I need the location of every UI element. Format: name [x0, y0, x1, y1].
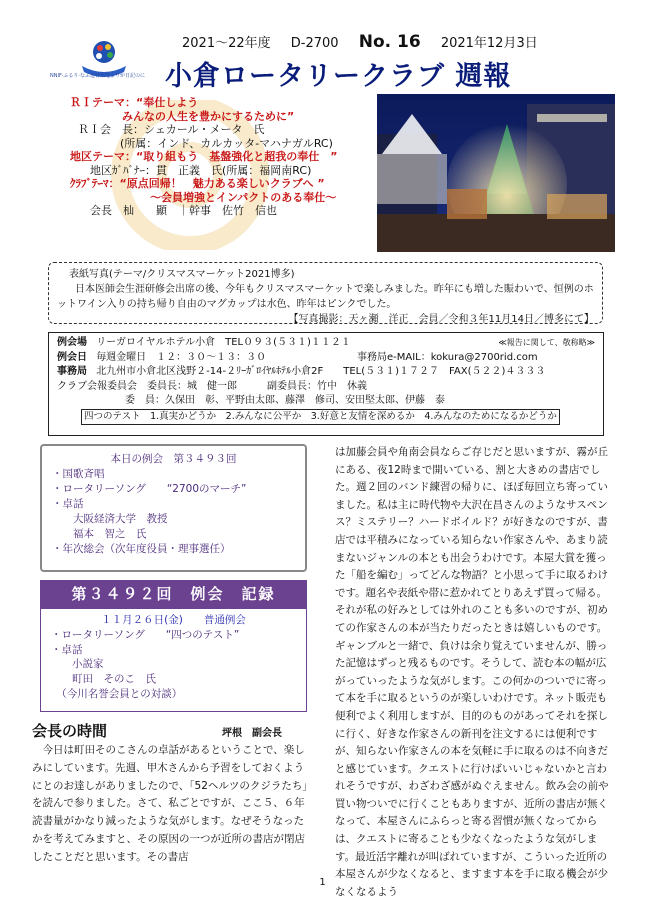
venue: リーガロイヤルホテル小倉 TEL０９３(５３１)１１２１ [96, 337, 351, 348]
meeting-record-box [40, 608, 307, 712]
todays-item: 福本 智之 氏 [52, 528, 147, 540]
todays-item: ・国歌斉唱 [52, 468, 105, 480]
club-theme-line2: ～会員増強とインパクトのある奉仕～ [150, 190, 337, 204]
club-theme-line1: “原点回帰！ 魅力ある楽しいクラブへ ” [119, 177, 325, 190]
cover-caption-title: 表紙写真(テーマ/クリスマスマーケット2021博多) [69, 269, 295, 280]
district-theme: “取り組もう 基盤強化と超我の奉仕 ” [136, 150, 338, 163]
todays-meeting-heading: 本日の例会 第３４９３回 [110, 453, 237, 465]
meeting-day-label: 例会日 [57, 351, 87, 363]
four-way-test: 四つのテスト 1.真実かどうか 2.みんなに公平か 3.好意と友情を深めるか 4.みんなのためになるかどうか [81, 409, 560, 426]
club-theme-label: ｸﾗﾌﾞﾃｰﾏ： [70, 177, 120, 190]
office-address: 北九州市小倉北区浅野２-14-２ﾘｰｶﾞﾛｲﾔﾙﾎﾃﾙ小倉2F TEL(５３１)１７２７ FAX(５２２)４３３３ [96, 366, 546, 377]
cover-photo-credit: 【写真撮影：天ヶ瀬 洋正 会員／令和３年11月14日／博多にて】 [288, 314, 594, 325]
record-item: ・ロータリーソング “四つのテスト” [51, 628, 240, 641]
venue-label: 例会場 [57, 337, 87, 348]
logo-caption: NNIF·ふるり·なふ連日祭地よりが日記のに [50, 73, 146, 79]
page-number: 1 [319, 877, 326, 888]
issue-number: No. 16 [358, 32, 421, 52]
presidents-time-heading: 会長の時間 [32, 722, 108, 740]
meeting-day: 毎週金曜日 １２：３０～１３：３０ [96, 351, 267, 363]
todays-item: ・卓話 [52, 498, 84, 510]
ri-theme-line2: みんなの人生を豊かにするために” [122, 109, 295, 123]
record-item: 小説家 [51, 658, 104, 671]
todays-item: ・ロータリーソング “2700のマーチ” [52, 483, 247, 495]
ri-theme-line1: “奉仕しよう [136, 96, 199, 109]
todays-meeting-box [40, 444, 307, 572]
fiscal-year: 2021～22年度 [182, 36, 271, 51]
report-note: ≪報告に関して、敬称略≫ [498, 338, 595, 347]
issue-info [182, 32, 554, 52]
newsletter-title: 小倉ロータリークラブ 週報 [165, 61, 512, 92]
cover-caption-body: 日本医師会生涯研修会出席の後、今年もクリスマスマーケットで楽しみました。昨年にも増した賑わいで、恒例のホットワイン入りの持ち帰り自由のマグカップは水色、昨年はピンクでした。 [57, 284, 594, 310]
themes-block [70, 96, 370, 256]
cover-photo [377, 94, 615, 252]
todays-item: ・年次総会（次年度役員・理事選任） [52, 543, 231, 555]
district: D-2700 [290, 36, 339, 51]
office-email: 事務局e-MAIL：kokura@2700rid.com [357, 351, 538, 363]
presidents-time-author: 坪根 副会長 [222, 728, 282, 739]
district-theme-label: 地区テーマ： [70, 150, 136, 163]
office-label: 事務局 [57, 366, 87, 377]
cover-caption-box [48, 262, 603, 324]
committee-members: 委 員：久保田 彰、平野由太郎、藤澤 修司、安田堅太郎、伊藤 泰 [125, 395, 445, 406]
ri-president-affiliation: (所属：インド、カルカッタ-マハナガルRC) [120, 136, 333, 150]
district-governor: 地区ｶﾞﾊﾞﾅｰ：貫 正義 氏(所属：福岡南RC) [90, 163, 312, 177]
meeting-record-banner: 第３４９２回 例会 記録 [40, 580, 307, 608]
club-officers: 会長 杣 顯 ｜幹事 佐竹 信也 [90, 204, 277, 217]
presidents-time-continued: は加藤会員や角南会員ならご存じだと思いますが、霧が丘にある、夜12時まで開いている、割と大きめの書店でした。週２回のバンド練習の帰りに、ほぼ毎回立ち寄っていました。私は主に時代物や大沢在昌さんのようなサスペンス？ミステリー？ハードボイルド？が好きなのですが、書店では平積みになっている知らない作家さんや、あまり読まないジャンルの本とも出会うわけです。本屋大賞を獲った「船を編む」ってどんな物語？と小思って手に取るわけです。題名や表紙や帯に惹かれてとりあえず買って帰る。それが私の好みとしては外れのことも多いのですが、初めての作家さんの本が当たりだったときは嬉しいものです。ギャンブルと一緒で、負けは余り覚えていませんが、勝った記憶はずっと残るものです。そうして、読む本の幅が広がっていったような気がします。この何かのついでに寄って本を手に取るというのが楽しいわけです。ネット販売も便利でよく利用しますが、目的のものがあってそれを探しに行く、好きな作家さんの新刊を注文するには便利ですが、知らない作家さんの本を気軽に手に取るのは不向きだと感じています。クエストに行けばいいじゃないかと言われそうですが、わざわざ感がぬぐえません。飲み会の前や買い物ついでに行くこともありますが、近所の書店が無くなって、本屋さんにふらっと寄る習慣が無くなってからは、クエストに寄ることも少なくなったような気がします。最近活字離れが叫ばれていますが、こういった近所の本屋さんが少なくなると、ますます本を手に取る機会が少なくなるよう [335, 446, 609, 898]
ri-president: ＲＩ会 長：シェカール・メータ 氏 [78, 123, 265, 136]
ri-theme-label: ＲＩテーマ： [70, 96, 136, 109]
record-item: （今川名誉会員との対談） [51, 687, 183, 700]
presidents-time-body: 今日は町田そのこさんの卓話があるということで、楽しみにしています。先週、甲木さんから予習をしておくようにとのお達しがありましたので、「52ヘルツのクジラたち」を読んで参りました。さて、私ごとですが、ここ５、６年読書量がかなり減ったような気がします。なぜそうなったかを考えてみますと、その原因の一つが近所の書店が閉店したことだと思います。その書店 [32, 744, 308, 863]
record-item: 町田 そのこ 氏 [51, 673, 156, 686]
issue-date: 2021年12月3日 [440, 36, 538, 51]
record-item: ・卓話 [51, 643, 83, 656]
club-info-box [48, 332, 604, 436]
todays-item: 大阪経済大学 教授 [52, 513, 168, 525]
committee: クラブ会報委員会 委員長：城 健一郎 副委員長：竹中 休義 [57, 380, 367, 392]
record-date: １１月２６日(金) 普通例会 [101, 614, 246, 626]
